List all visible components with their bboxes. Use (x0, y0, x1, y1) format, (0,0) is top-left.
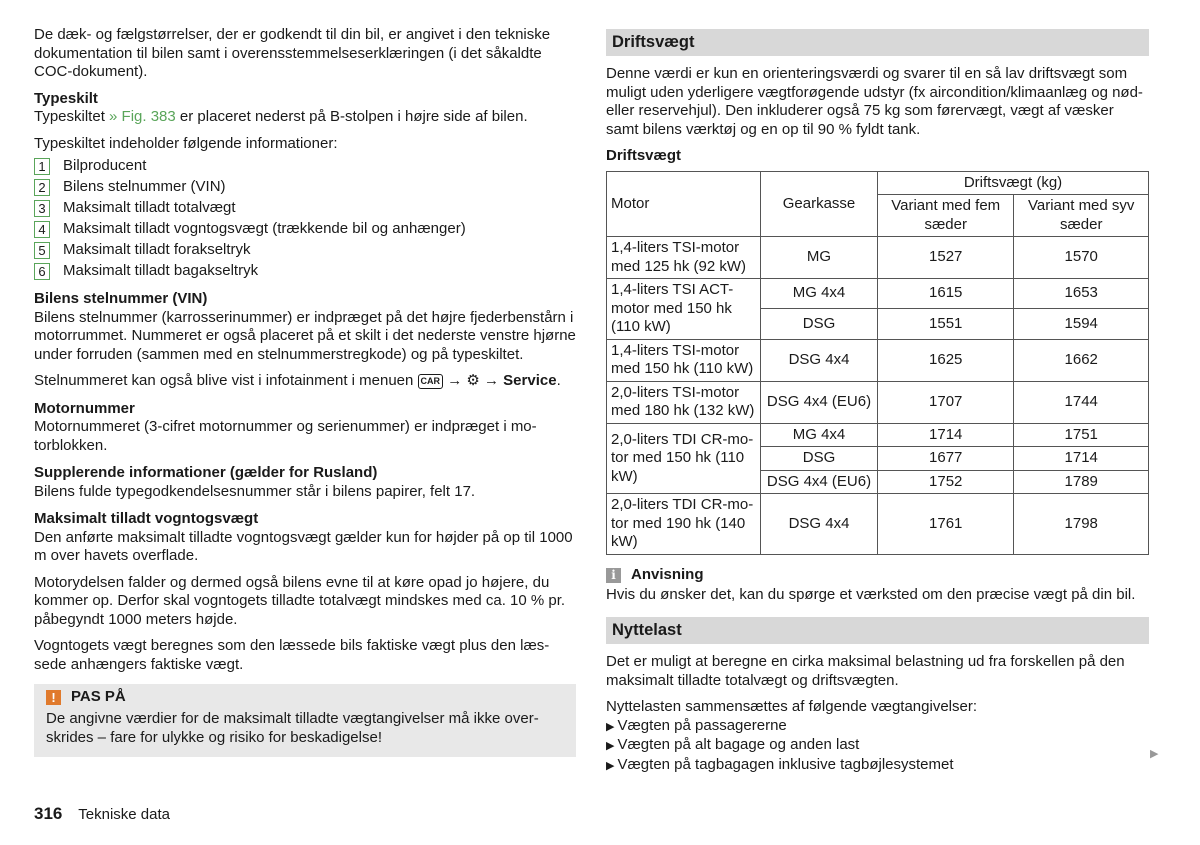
typeskilt-heading: Typeskilt (34, 89, 98, 107)
bullet-item (606, 756, 1149, 776)
car-menu-icon: CAR (418, 374, 444, 389)
cell-motor: 2,0-liters TSI-motor med 180 hk (132 kW) (607, 381, 761, 423)
table-caption: Driftsvægt (606, 147, 682, 164)
cell-seven: 1653 (1014, 279, 1149, 309)
page-footer (34, 805, 170, 825)
gear-icon: ⚙ (466, 372, 480, 389)
list-item (34, 198, 576, 219)
table-row (607, 279, 1149, 309)
cell-seven: 1798 (1014, 494, 1149, 555)
vin-infotainment-text: Stelnummeret kan også blive vist i infotainment i menuen CAR → ⚙ → Service. (34, 372, 561, 389)
table-row (607, 237, 1149, 279)
driftsvaegt-section-title: Driftsvægt (606, 29, 1149, 56)
cell-five: 1677 (878, 447, 1014, 471)
cell-five: 1527 (878, 237, 1014, 279)
left-column (34, 26, 576, 757)
list-item (34, 240, 576, 261)
typeskilt-list-intro: Typeskiltet indeholder følgende informationer: (34, 134, 338, 152)
typeskilt-list (34, 156, 576, 282)
cell-gear: MG 4x4 (761, 279, 878, 309)
cell-seven: 1714 (1014, 447, 1149, 471)
header-group: Driftsvægt (kg) (878, 171, 1149, 195)
list-item (34, 261, 576, 282)
page-number: 316 (34, 804, 63, 823)
max-weight-p2: Motorydelsen falder og dermed også bilens evne til at køre opad jo højere, du kommer op. Derfor skal vogntogets tilladte totalvægt mindskes med ca. 10 % pr. påbegyndt 1000 meters højde. (34, 573, 566, 628)
cell-motor: 1,4-liters TSI-motor med 150 hk (110 kW) (607, 339, 761, 381)
max-weight-heading: Maksimalt tilladt vogntogsvægt (34, 510, 259, 527)
warning-text: De angivne værdier for de maksimalt tilladte vægtangivelser må ikke overskrides – fare for ulykke og risiko for beskadigelse! (46, 710, 539, 746)
note-text: Hvis du ønsker det, kan du spørge et værksted om den præcise vægt på din bil. (606, 585, 1136, 603)
warning-box (34, 684, 576, 757)
list-item-label: Bilens stelnummer (VIN) (63, 178, 226, 196)
warning-icon: ! (46, 690, 61, 705)
max-weight-p1: Den anførte maksimalt tilladte vogntogsvægt gælder kun for højder på op til 1000 m over havets overflade. (34, 528, 573, 564)
list-item-label: Maksimalt tilladt forakseltryk (63, 241, 251, 259)
cell-gear: DSG (761, 447, 878, 471)
intro-paragraph: De dæk- og fælgstørrelser, der er godkendt til din bil, er angivet i den tekniske dokumentation til bilen samt i overensstemmelseserklæringen (i det såkaldte COC-dokument). (34, 26, 551, 80)
header-seven-seats: Variant med syv sæder (1014, 195, 1149, 237)
bullet-text: Vægten på passagererne (617, 716, 787, 734)
list-number-box: 4 (34, 221, 50, 238)
table-row (607, 494, 1149, 555)
list-number-box: 3 (34, 200, 50, 217)
russia-section (34, 464, 576, 501)
bullet-arrow-icon: ▶ (606, 759, 615, 772)
nyttelast-list (606, 717, 1149, 776)
header-gear: Gearkasse (761, 171, 878, 237)
nyttelast-p2: Nyttelasten sammensættes af følgende vægtangivelser: (606, 698, 978, 715)
table-body (607, 237, 1149, 555)
continue-arrow-icon: ▶ (1150, 748, 1159, 760)
note-title: Anvisning (631, 566, 704, 584)
typeskilt-text: Typeskiltet » Fig. 383 er placeret nederst på B-stolpen i højre side af bilen. (34, 108, 528, 125)
cell-gear: DSG 4x4 (761, 494, 878, 555)
typeskilt-section (34, 90, 576, 283)
motor-heading: Motornummer (34, 399, 135, 417)
vin-section (34, 290, 576, 391)
cell-five: 1625 (878, 339, 1014, 381)
cell-gear: MG (761, 237, 878, 279)
table-row (607, 381, 1149, 423)
cell-gear: DSG 4x4 (EU6) (761, 470, 878, 494)
header-five-seats: Variant med fem sæder (878, 195, 1014, 237)
list-item (34, 177, 576, 198)
cell-motor: 2,0-liters TDI CR-motor med 150 hk (110 kW) (607, 423, 761, 494)
list-number-box: 5 (34, 242, 50, 259)
cell-seven: 1570 (1014, 237, 1149, 279)
motor-text: Motornummeret (3-cifret motornummer og serienummer) er indpræget i motorblokken. (34, 418, 537, 454)
cell-motor: 2,0-liters TDI CR-motor med 190 hk (140 kW) (607, 494, 761, 555)
cell-five: 1551 (878, 309, 1014, 339)
bullet-arrow-icon: ▶ (606, 740, 615, 752)
cell-gear: MG 4x4 (761, 423, 878, 447)
cell-five: 1714 (878, 423, 1014, 447)
cell-seven: 1751 (1014, 423, 1149, 447)
bullet-item (606, 736, 1149, 756)
list-number-box: 6 (34, 263, 50, 280)
russia-text: Bilens fulde typegodkendelsesnummer står i bilens papirer, felt 17. (34, 482, 476, 500)
list-number-box: 2 (34, 179, 50, 196)
list-item (34, 219, 576, 240)
bullet-item (606, 717, 1149, 737)
weight-table (606, 171, 1149, 555)
max-weight-p3: Vogntogets vægt beregnes som den læssede bils faktiske vægt plus den læssede anhængers faktiske vægt. (34, 637, 550, 673)
cell-five: 1615 (878, 279, 1014, 309)
nyttelast-section-title: Nyttelast (606, 617, 1149, 644)
cell-gear: DSG 4x4 (EU6) (761, 381, 878, 423)
list-item (34, 156, 576, 177)
footer-section: Tekniske data (78, 806, 171, 823)
table-row (607, 423, 1149, 447)
cell-seven: 1594 (1014, 309, 1149, 339)
nyttelast-p1: Det er muligt at beregne en cirka maksimal belastning ud fra forskellen på den maksimalt tilladte totalvægt og driftsvægten. (606, 653, 1125, 689)
cell-five: 1761 (878, 494, 1014, 555)
list-item-label: Maksimalt tilladt vogntogsvægt (trækkende bil og anhænger) (63, 220, 466, 238)
vin-heading: Bilens stelnummer (VIN) (34, 290, 208, 307)
bullet-text: Vægten på tagbagagen inklusive tagbøjlesystemet (617, 755, 954, 773)
info-icon: i (606, 568, 621, 583)
header-motor: Motor (607, 171, 761, 237)
table-row (607, 339, 1149, 381)
driftsvaegt-text: Denne værdi er kun en orienteringsværdi og svarer til en så lav driftsvægt som muligt uden yderligere vægtforøgende udstyr (fx aircondition/klimaanlæg og nød- eller reservehjul). Den inkluderer også 75 kg som førervægt, vægt af væsker samt bilens værktøj og en op til 90 % fyldt tank. (606, 65, 1143, 138)
cell-seven: 1662 (1014, 339, 1149, 381)
cell-seven: 1744 (1014, 381, 1149, 423)
list-item-label: Bilproducent (63, 157, 147, 175)
max-weight-section (34, 510, 576, 674)
list-item-label: Maksimalt tilladt bagakseltryk (63, 262, 259, 280)
vin-text: Bilens stelnummer (karrosserinummer) er indpræget på det højre fjederbenstårn i motorrummet. Nummeret er også placeret på et skilt i det nederste venstre hjørne under forruden (sammen med en stelnummerstregkode) og på typeskiltet. (34, 308, 576, 363)
cell-motor: 1,4-liters TSI-motor med 125 hk (92 kW) (607, 237, 761, 279)
note-header (606, 566, 1149, 586)
motor-section (34, 400, 576, 456)
cell-seven: 1789 (1014, 470, 1149, 494)
cell-gear: DSG (761, 309, 878, 339)
figure-link[interactable]: » Fig. 383 (109, 108, 176, 125)
warning-title: PAS PÅ (71, 687, 126, 705)
cell-motor: 1,4-liters TSI ACT-motor med 150 hk (110 kW) (607, 279, 761, 340)
right-column (606, 29, 1149, 775)
russia-heading: Supplerende informationer (gælder for Rusland) (34, 464, 378, 481)
list-number-box: 1 (34, 158, 50, 175)
list-item-label: Maksimalt tilladt totalvægt (63, 199, 236, 217)
cell-five: 1707 (878, 381, 1014, 423)
bullet-text: Vægten på alt bagage og anden last (617, 736, 860, 753)
cell-five: 1752 (878, 470, 1014, 494)
cell-gear: DSG 4x4 (761, 339, 878, 381)
bullet-arrow-icon: ▶ (606, 720, 615, 733)
service-menu-label: Service (503, 372, 557, 389)
